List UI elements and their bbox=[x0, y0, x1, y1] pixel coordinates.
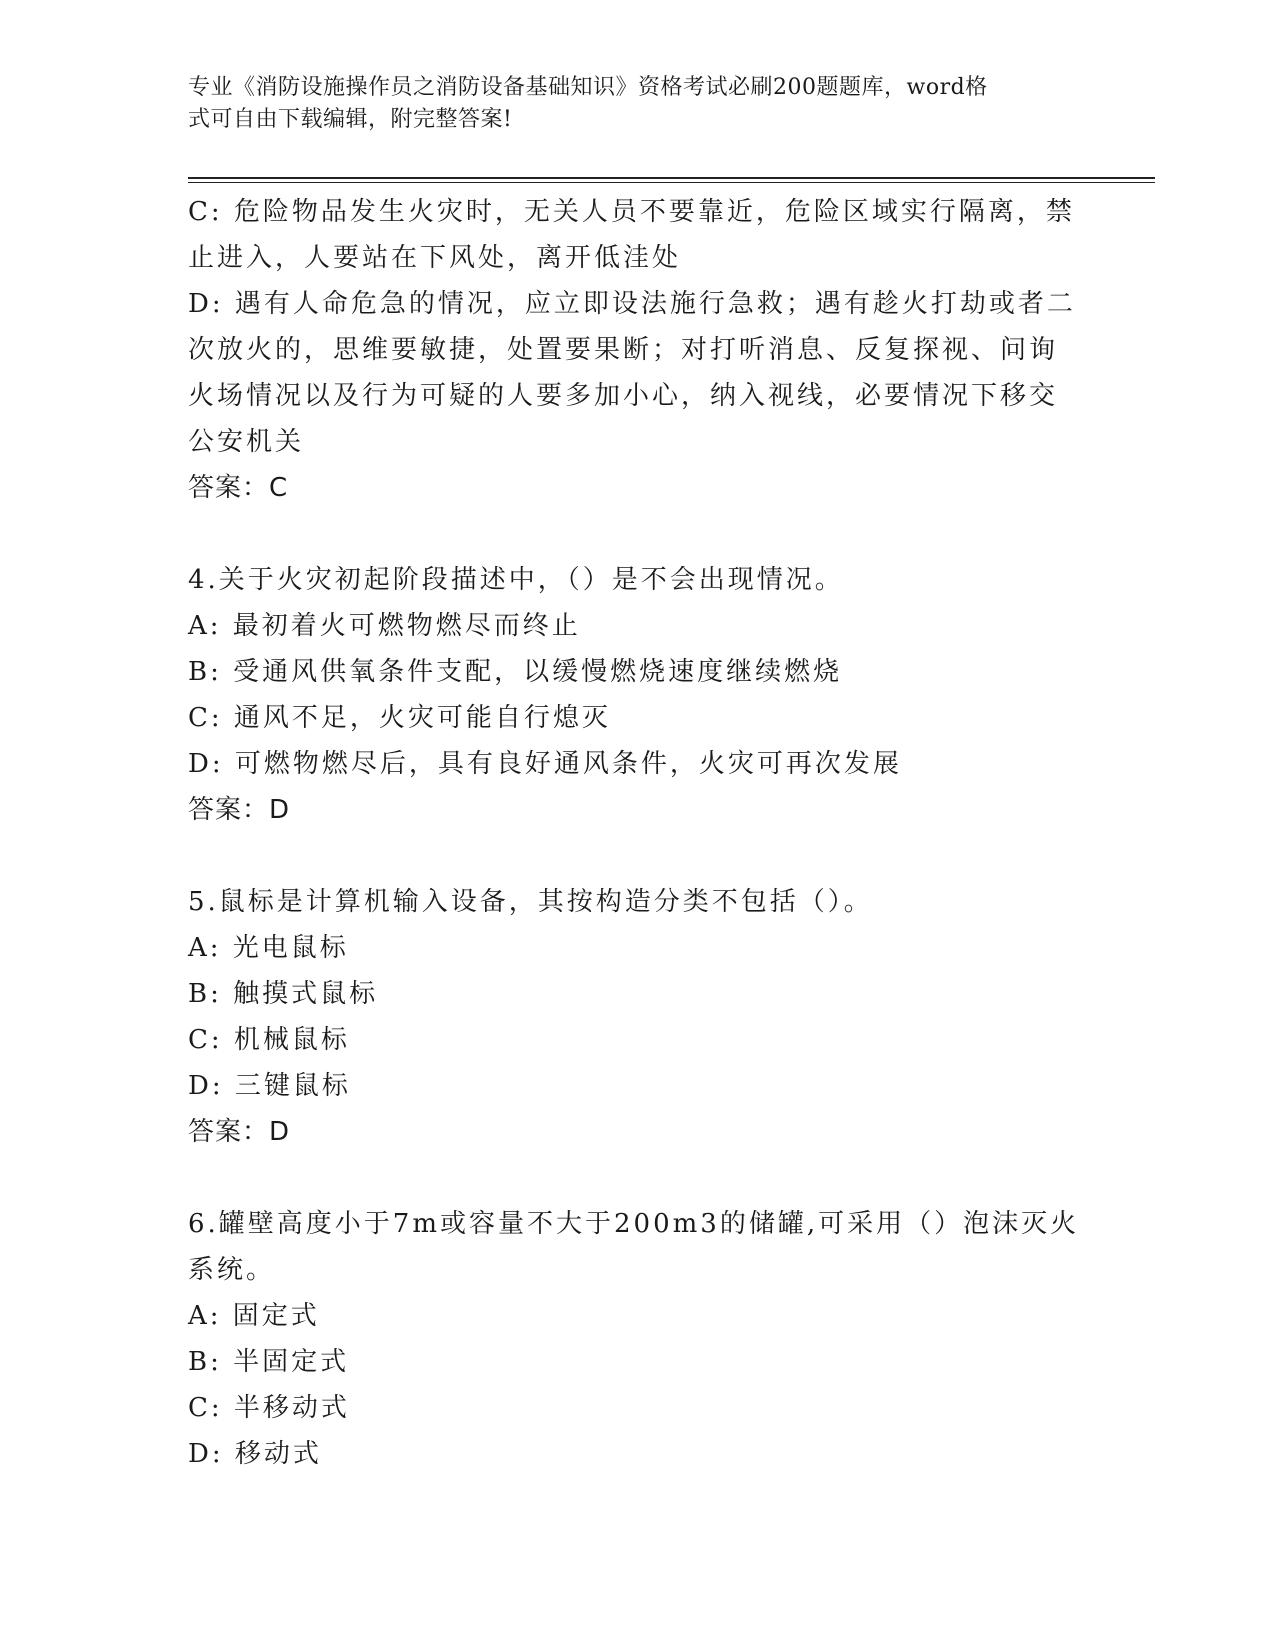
answer: 答案：C bbox=[188, 473, 289, 503]
option-b: B: 受通风供氧条件支配，以缓慢燃烧速度继续燃烧 bbox=[188, 657, 843, 687]
question-stem: 4.关于火灾初起阶段描述中，（）是不会出现情况。 bbox=[188, 565, 844, 595]
option-c-line-1: C: 危险物品发生火灾时，无关人员不要靠近，危险区域实行隔离，禁 bbox=[188, 197, 1075, 227]
option-d: D: 三键鼠标 bbox=[188, 1071, 351, 1101]
option-d-line-4: 公安机关 bbox=[188, 427, 305, 457]
question-6 bbox=[188, 1201, 1080, 1477]
option-a: A: 最初着火可燃物燃尽而终止 bbox=[188, 611, 581, 641]
option-a: A: 光电鼠标 bbox=[188, 933, 349, 963]
question-stem-line-1: 6.罐壁高度小于7m或容量不大于200m3的储罐,可采用（）泡沫灭火 bbox=[188, 1209, 1080, 1239]
option-c: C: 半移动式 bbox=[188, 1393, 350, 1423]
option-d-line-2: 次放火的，思维要敏捷，处置要果断；对打听消息、反复探视、问询 bbox=[188, 335, 1059, 365]
question-list bbox=[188, 189, 1080, 1477]
option-d-line-3: 火场情况以及行为可疑的人要多加小心，纳入视线，必要情况下移交 bbox=[188, 381, 1059, 411]
question-4 bbox=[188, 557, 1068, 833]
option-b: B: 触摸式鼠标 bbox=[188, 979, 379, 1009]
option-d: D: 可燃物燃尽后，具有良好通风条件，火灾可再次发展 bbox=[188, 749, 902, 779]
question-stem: 5.鼠标是计算机输入设备，其按构造分类不包括（）。 bbox=[188, 887, 873, 917]
question-5 bbox=[188, 879, 1068, 1155]
header-rule-thick bbox=[188, 177, 1155, 179]
answer: 答案：D bbox=[188, 795, 291, 825]
option-c-line-2: 止进入，人要站在下风处，离开低洼处 bbox=[188, 243, 682, 273]
header-line-1: 专业《消防设施操作员之消防设备基础知识》资格考试必刷200题题库，word格 bbox=[188, 75, 988, 100]
option-b: B: 半固定式 bbox=[188, 1347, 350, 1377]
option-d-line-1: D: 遇有人命危急的情况，应立即设法施行急救；遇有趁火打劫或者二 bbox=[188, 289, 1076, 319]
option-a: A: 固定式 bbox=[188, 1301, 320, 1331]
option-c: C: 通风不足，火灾可能自行熄灭 bbox=[188, 703, 611, 733]
spacer bbox=[188, 1155, 1068, 1201]
option-c: C: 机械鼠标 bbox=[188, 1025, 350, 1055]
spacer bbox=[188, 833, 1068, 879]
spacer bbox=[188, 511, 1068, 557]
document-header bbox=[188, 72, 1068, 136]
question-3-tail bbox=[188, 189, 1076, 511]
header-rule-thin bbox=[188, 182, 1155, 183]
question-stem-line-2: 系统。 bbox=[188, 1255, 276, 1285]
option-d: D: 移动式 bbox=[188, 1439, 322, 1469]
header-line-2: 式可自由下载编辑，附完整答案! bbox=[188, 107, 513, 132]
answer: 答案：D bbox=[188, 1117, 291, 1147]
